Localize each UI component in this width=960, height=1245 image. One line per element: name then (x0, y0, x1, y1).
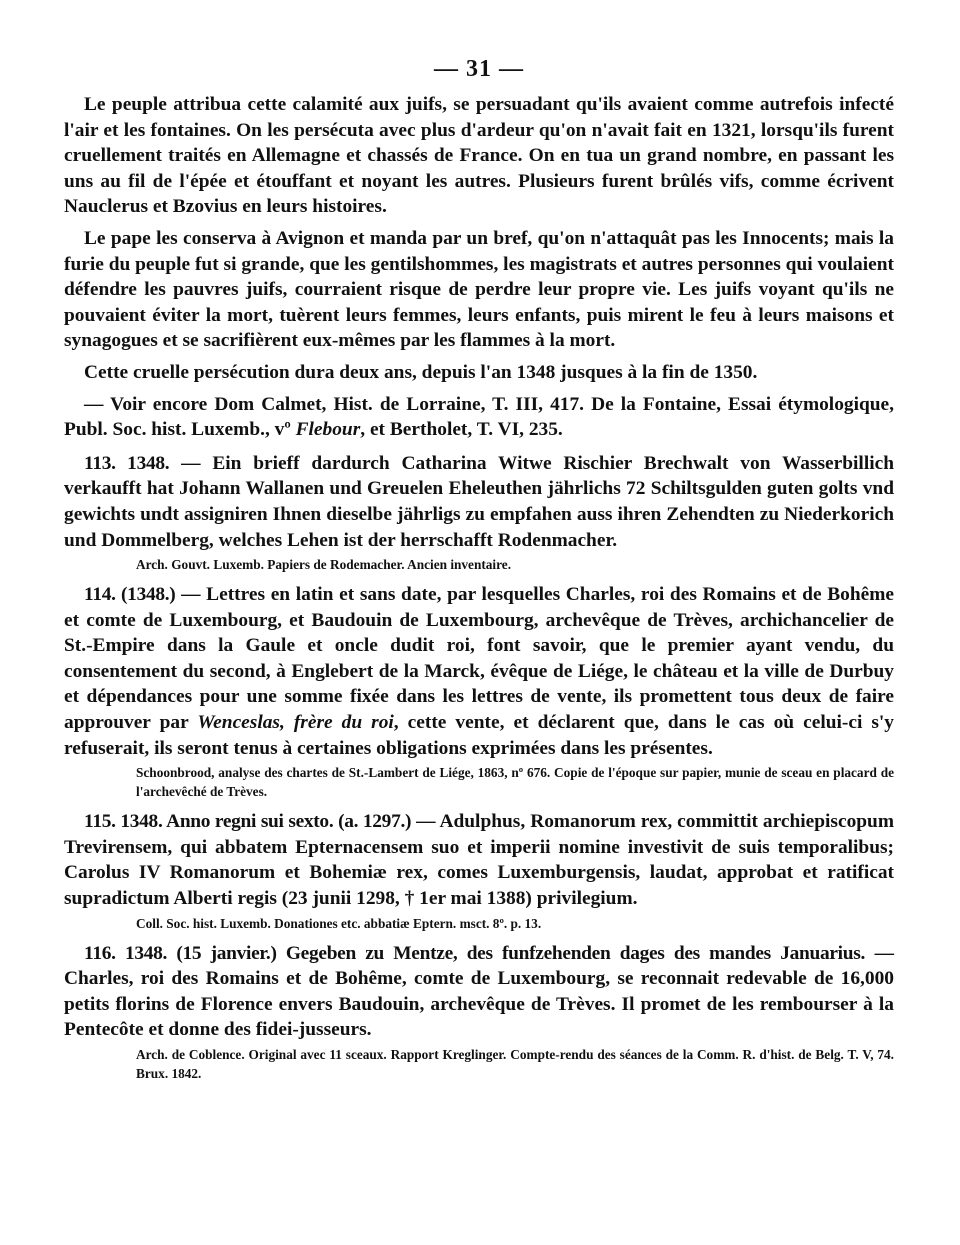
entry-text (64, 941, 894, 1043)
entry-source: Coll. Soc. hist. Luxemb. Donationes etc. abbatiæ Eptern. msct. 8º. p. 13. (136, 915, 542, 931)
entry-text (64, 809, 894, 911)
entry-body: — Lettres en latin et sans date, par lesquelles Charles, roi des Romains et de Bohême et comte de Luxembourg, et Baudouin de Luxembourg, archevêque de Trèves, archichancelier de St.-Empire dans la Gaule et oncle dudit roi, font savoir, que le premier ayant vendu, du consentement du second, à Englebert de la Marck, évêque de Liége, le château et la ville de Durbuy et dépendances pour une somme fixée dans les lettres de vente, ils promettent tous deux de faire approuver par (64, 584, 894, 734)
entry-text (64, 582, 894, 761)
entry-source: Schoonbrood, analyse des chartes de St.-Lambert de Liége, 1863, nº 676. Copie de l'époque sur papier, munie de sceau en placard de l'archevêché de Trèves. (136, 765, 894, 800)
entry-number: 114. (1348.) (84, 584, 176, 606)
reference-text-end: , et Bertholet, T. VI, 235. (360, 419, 563, 441)
entry-source: Arch. de Coblence. Original avec 11 sceaux. Rapport Kreglinger. Compte-rendu des séances de la Comm. R. d'hist. de Belg. T. V, 74. Brux. 1842. (136, 1047, 894, 1081)
entry-116 (64, 941, 894, 1083)
entry-body: — Adulphus, Romanorum rex, committit archiepiscopum Trevirensem, qui abbatem Epternacensem suo et imperii nomine investivit de suis temporalibus; Carolus IV Romanorum et Bohemiæ rex, comes Luxemburgensis, laudat, approbat et ratificat supradictum Alberti regis (23 junii 1298, † 1er mai 1388) privilegium. (64, 811, 894, 910)
reference-text: — Voir encore Dom Calmet, Hist. de Lorraine, T. III, 417. De la Fontaine, Essai étymologique, Publ. Soc. hist. Luxemb., vº (64, 393, 894, 441)
entry-113 (64, 451, 894, 574)
entry-number: 113. 1348. (84, 452, 170, 474)
entry-114 (64, 582, 894, 801)
entry-number: 115. 1348. Anno regni sui sexto. (a. 1297.) (84, 811, 412, 833)
entry-number: 116. 1348. (15 janvier.) Gegeben zu Mentze, des funfzehenden dages des mandes Januarius. (84, 942, 866, 964)
entry-body: — Ein brieff dardurch Catharina Witwe Rischier Brechwalt von Wasserbillich verkaufft hat Johann Wallanen und Greuelen Eheleuthen jährlichs 72 Schiltsgulden guten golts vnd gewichts undt assigniren Ihnen dieselbe jährligs zu empfahen auss ihren Zehendten zu Niederkorich und Dommelberg, welches Lehen ist der herrschafft Rodenmacher. (64, 452, 894, 551)
entry-115 (64, 809, 894, 932)
intro-paragraph-1: Le peuple attribua cette calamité aux juifs, se persuadant qu'ils avaient comme autrefois infecté l'air et les fontaines. On les persécuta avec plus d'ardeur qu'on n'avait fait en 1321, lorsqu'ils furent cruellement traités en Allemagne et chassés de France. On en tua un grand nombre, en passant les uns au fil de l'épée et étouffant et noyant les autres. Plusieurs furent brûlés vifs, comme écrivent Nauclerus et Bzovius en leurs histoires. (64, 94, 894, 218)
intro-paragraph-3: Cette cruelle persécution dura deux ans, depuis l'an 1348 jusques à la fin de 1350. (84, 361, 758, 383)
entry-source: Arch. Gouvt. Luxemb. Papiers de Rodemacher. Ancien inventaire. (136, 557, 512, 573)
reference-italic: Flebour (295, 419, 361, 441)
intro-paragraph-2: Le pape les conserva à Avignon et manda par un bref, qu'on n'attaquât pas les Innocents; mais la furie du peuple fut si grande, que les gentilshommes, les magistrats et autres personnes qui voulaient défendre les pauvres juifs, courraient risque de perdre leur propre vie. Les juifs voyant qu'ils ne pouvaient éviter la mort, tuèrent leurs femmes, leurs enfants, puis mirent le feu à leurs maisons et synagogues et se sacrifièrent eux-mêmes par les flammes à la mort. (64, 227, 894, 352)
page-number: — 31 — (434, 56, 524, 82)
entry-body-end: , cette vente, et déclarent que, dans le cas où celui-ci s'y refuserait, ils seront tenus à certaines obligations exprimées dans les présentes. (64, 712, 894, 759)
document-page (64, 54, 894, 1087)
entry-body-italic: Wenceslas, frère du roi (197, 712, 394, 734)
intro-paragraph-4 (64, 392, 894, 443)
entry-body: — Charles, roi des Romains et de Bohême, comte de Luxembourg, se reconnait redevable de 16,000 petits florins de Florence envers Baudouin, archevêque de Trèves. Il promet de les rembourser à la Pentecôte et donne des fidei-jusseurs. (64, 942, 894, 1041)
entry-text (64, 451, 894, 553)
